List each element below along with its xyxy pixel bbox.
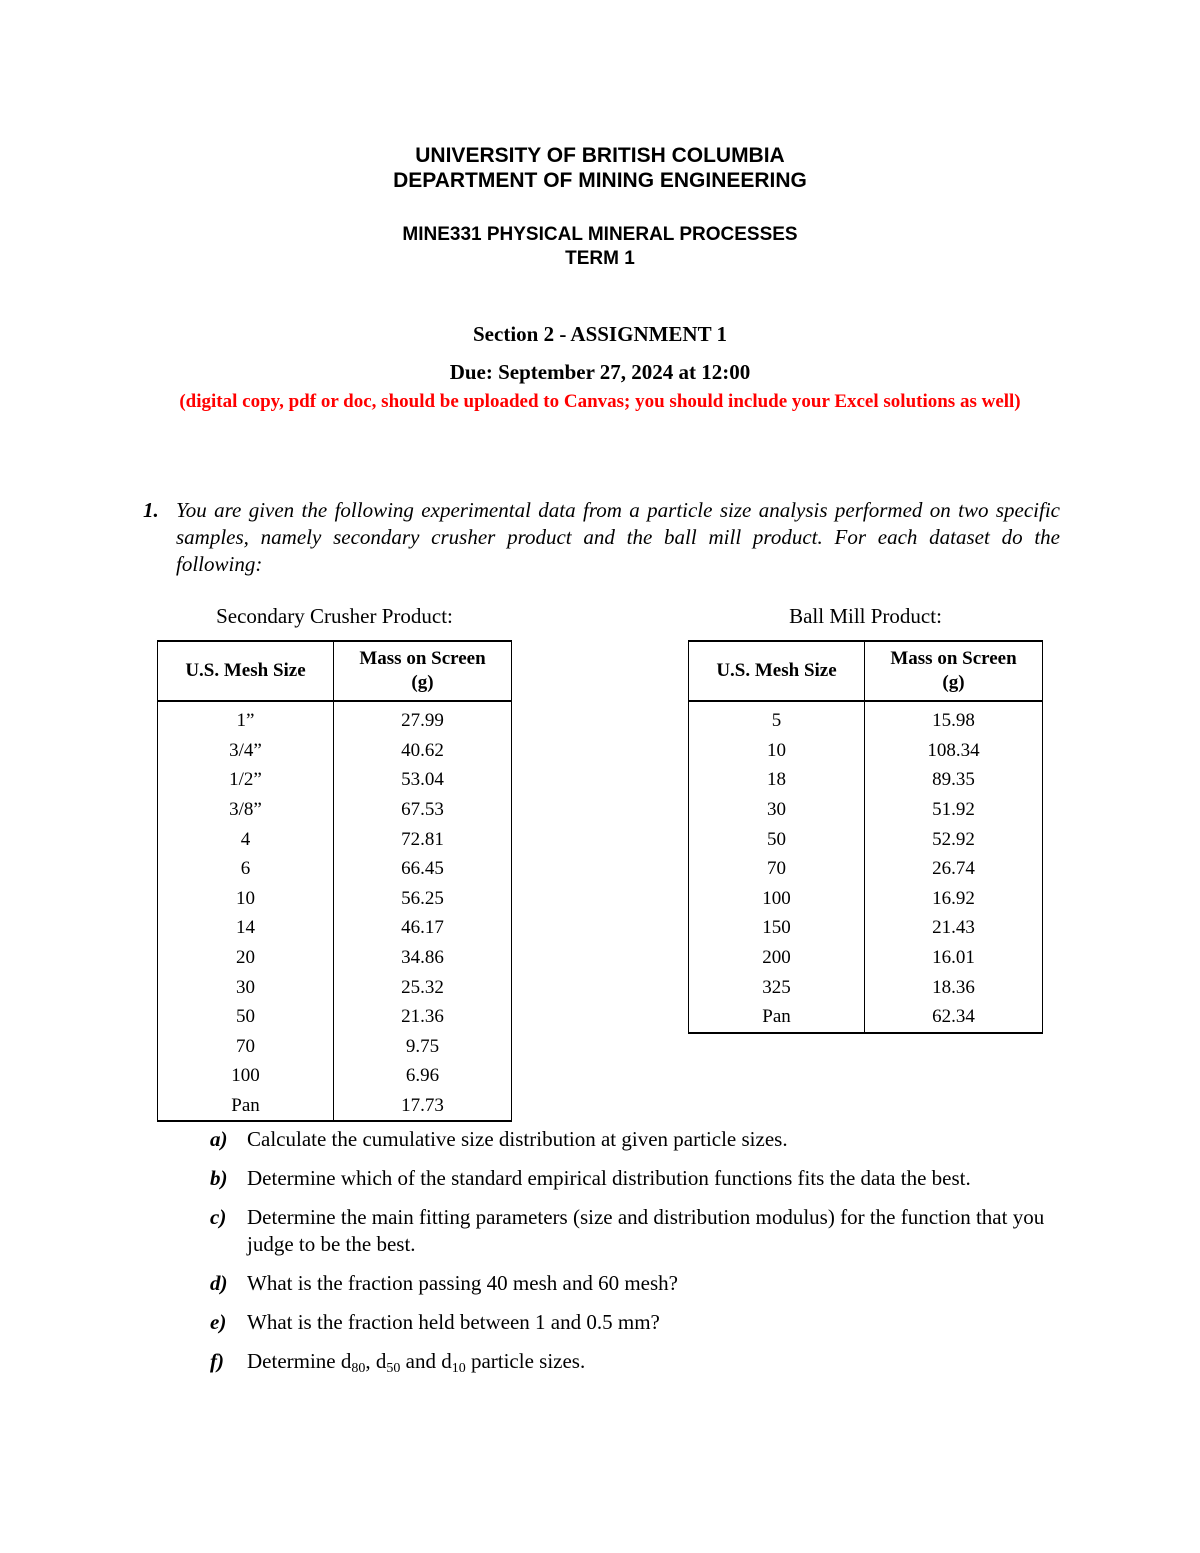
crusher-table — [157, 640, 512, 1122]
mesh-size-cell: 150 — [689, 913, 865, 943]
mesh-size-header: U.S. Mesh Size — [689, 641, 865, 701]
task-text: Determine which of the standard empirical distribution functions fits the data the best. — [247, 1166, 971, 1190]
mass-cell: 51.92 — [865, 795, 1043, 825]
table-row — [158, 884, 512, 914]
table-row — [689, 943, 1043, 973]
mesh-size-cell: 70 — [158, 1032, 334, 1062]
mesh-size-cell: 10 — [158, 884, 334, 914]
table-row — [689, 736, 1043, 766]
mesh-size-header: U.S. Mesh Size — [158, 641, 334, 701]
mesh-size-cell: 100 — [689, 884, 865, 914]
mesh-size-cell: 100 — [158, 1061, 334, 1091]
mesh-size-cell: 10 — [689, 736, 865, 766]
mesh-size-cell: 1/2” — [158, 765, 334, 795]
question-1 — [143, 497, 1060, 578]
mesh-size-cell: 20 — [158, 943, 334, 973]
table-row — [689, 1002, 1043, 1033]
task-item — [210, 1309, 1070, 1336]
mesh-size-cell: 30 — [689, 795, 865, 825]
table-row — [158, 943, 512, 973]
mesh-size-cell: Pan — [158, 1091, 334, 1122]
mass-cell: 66.45 — [334, 854, 512, 884]
table-row — [158, 1091, 512, 1122]
submission-note: (digital copy, pdf or doc, should be uploaded to Canvas; you should include your Excel solutions as well) — [179, 391, 1021, 412]
mesh-size-cell: 50 — [689, 824, 865, 854]
mesh-size-cell: 1” — [158, 701, 334, 736]
task-item — [210, 1348, 1070, 1375]
mass-cell: 25.32 — [334, 972, 512, 1002]
table-row — [158, 824, 512, 854]
mesh-size-cell: 50 — [158, 1002, 334, 1032]
mass-cell: 27.99 — [334, 701, 512, 736]
mesh-size-cell: 5 — [689, 701, 865, 736]
table-row — [689, 765, 1043, 795]
mass-cell: 89.35 — [865, 765, 1043, 795]
mass-cell: 34.86 — [334, 943, 512, 973]
mass-cell: 72.81 — [334, 824, 512, 854]
mass-cell: 67.53 — [334, 795, 512, 825]
table-row — [158, 1002, 512, 1032]
mass-header — [334, 641, 512, 701]
table-row — [158, 765, 512, 795]
task-item — [210, 1204, 1070, 1258]
mass-cell: 53.04 — [334, 765, 512, 795]
mass-cell: 26.74 — [865, 854, 1043, 884]
task-item — [210, 1126, 1070, 1153]
mass-cell: 17.73 — [334, 1091, 512, 1122]
mass-header-line1: Mass on Screen — [359, 648, 486, 669]
mass-cell: 16.01 — [865, 943, 1043, 973]
table-row — [158, 972, 512, 1002]
mesh-size-cell: 200 — [689, 943, 865, 973]
question-text: You are given the following experimental data from a particle size analysis performed on two specific samples, namely secondary crusher product and the ball mill product. For each dataset do the following: — [176, 498, 1060, 576]
mesh-size-cell: 30 — [158, 972, 334, 1002]
mass-cell: 56.25 — [334, 884, 512, 914]
task-label: d) — [210, 1271, 228, 1295]
task-label: e) — [210, 1310, 227, 1334]
mass-cell: 46.17 — [334, 913, 512, 943]
table-header-row — [158, 641, 512, 701]
mass-header-line2: (g) — [411, 672, 434, 693]
mass-cell: 18.36 — [865, 972, 1043, 1002]
task-label: a) — [210, 1127, 228, 1151]
mass-cell: 21.36 — [334, 1002, 512, 1032]
mass-cell: 9.75 — [334, 1032, 512, 1062]
table-row — [158, 1061, 512, 1091]
table-row — [158, 1032, 512, 1062]
table-row — [689, 884, 1043, 914]
ballmill-table — [688, 640, 1043, 1034]
mesh-size-cell: 14 — [158, 913, 334, 943]
table-row — [158, 795, 512, 825]
university-header — [0, 143, 1200, 193]
mass-cell: 15.98 — [865, 701, 1043, 736]
crusher-table-caption: Secondary Crusher Product: — [216, 604, 453, 628]
university-name: UNIVERSITY OF BRITISH COLUMBIA — [415, 144, 785, 167]
mass-cell: 108.34 — [865, 736, 1043, 766]
department-name: DEPARTMENT OF MINING ENGINEERING — [393, 169, 807, 192]
mass-cell: 52.92 — [865, 824, 1043, 854]
mass-cell: 21.43 — [865, 913, 1043, 943]
mass-cell: 62.34 — [865, 1002, 1043, 1033]
table-row — [689, 824, 1043, 854]
mesh-size-cell: 6 — [158, 854, 334, 884]
task-item — [210, 1270, 1070, 1297]
mesh-size-cell: 325 — [689, 972, 865, 1002]
table-row — [158, 913, 512, 943]
mesh-size-cell: Pan — [689, 1002, 865, 1033]
task-text: What is the fraction passing 40 mesh and 60 mesh? — [247, 1271, 678, 1295]
task-label: f) — [210, 1349, 224, 1373]
mesh-size-cell: 3/8” — [158, 795, 334, 825]
course-title: MINE331 PHYSICAL MINERAL PROCESSES — [402, 224, 798, 245]
task-label: b) — [210, 1166, 228, 1190]
table-row — [689, 854, 1043, 884]
task-item — [210, 1165, 1070, 1192]
table-row — [689, 795, 1043, 825]
mesh-size-cell: 70 — [689, 854, 865, 884]
task-list — [210, 1126, 1070, 1387]
task-text: Determine $d_{80}$, $d_{50}$ and $d_{10}$ particle sizes. — [247, 1349, 586, 1376]
table-row — [158, 854, 512, 884]
due-date: Due: September 27, 2024 at 12:00 — [449, 360, 751, 384]
mesh-size-cell: 4 — [158, 824, 334, 854]
table-row — [689, 701, 1043, 736]
term-label: TERM 1 — [565, 248, 635, 269]
table-row — [689, 913, 1043, 943]
course-header — [0, 223, 1200, 271]
mass-header-line2: (g) — [942, 672, 965, 693]
task-text: What is the fraction held between 1 and 0.5 mm? — [247, 1310, 660, 1334]
mass-header — [865, 641, 1043, 701]
section-title: Section 2 - ASSIGNMENT 1 — [473, 322, 727, 346]
mass-header-line1: Mass on Screen — [890, 648, 1017, 669]
table-header-row — [689, 641, 1043, 701]
question-number: 1. — [143, 498, 159, 522]
table-row — [158, 736, 512, 766]
mesh-size-cell: 3/4” — [158, 736, 334, 766]
table-row — [158, 701, 512, 736]
task-label: c) — [210, 1205, 227, 1229]
mass-cell: 40.62 — [334, 736, 512, 766]
table-row — [689, 972, 1043, 1002]
mass-cell: 16.92 — [865, 884, 1043, 914]
ballmill-table-caption: Ball Mill Product: — [789, 604, 942, 628]
mesh-size-cell: 18 — [689, 765, 865, 795]
task-text: Determine the main fitting parameters (size and distribution modulus) for the function that you judge to be the best. — [247, 1205, 1045, 1256]
mass-cell: 6.96 — [334, 1061, 512, 1091]
task-text: Calculate the cumulative size distribution at given particle sizes. — [247, 1127, 788, 1151]
